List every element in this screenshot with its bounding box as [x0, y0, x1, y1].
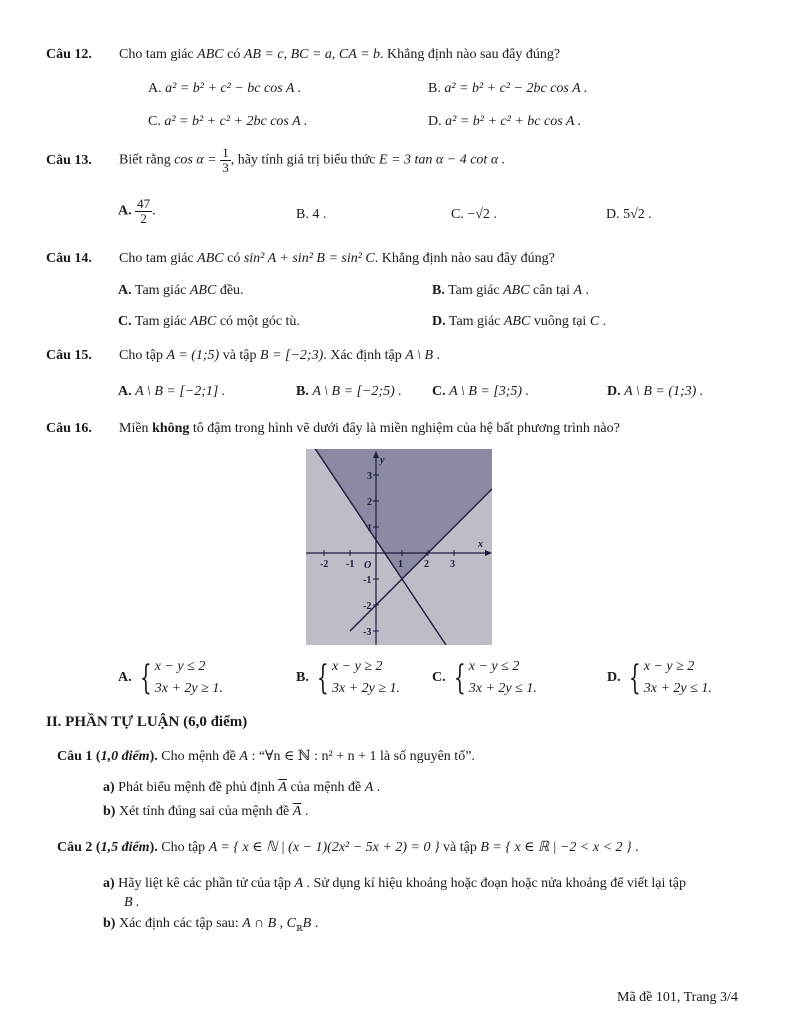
essay-q2a-label: a) — [103, 876, 115, 891]
essay-q2-label: Câu 2 ( — [57, 840, 101, 855]
option-label: C. — [432, 670, 446, 686]
system-brace: { — [453, 658, 466, 698]
q15-stem — [119, 348, 440, 364]
q16-option-d[interactable] — [607, 656, 712, 700]
x-tick-label: -2 — [320, 559, 329, 570]
y-tick-label: 1 — [367, 523, 372, 534]
q13-option-d[interactable] — [606, 207, 652, 223]
option-text: 4 . — [312, 207, 327, 222]
essay-q2a-text: Hãy liệt kê các phần tử của tập — [114, 876, 295, 891]
option-triangle: ABC — [189, 314, 217, 329]
q12-stem-text2: có — [223, 47, 244, 62]
q14-option-b[interactable] — [432, 283, 589, 299]
option-system: x − y ≤ 2 3x + 2y ≤ 1. — [468, 659, 537, 696]
option-label: C. — [451, 207, 464, 222]
q14-stem-text3: . Khẳng định nào sau đây đúng? — [374, 251, 555, 266]
y-tick-label: -2 — [363, 601, 372, 612]
option-label: A. — [118, 384, 132, 399]
q12 — [46, 47, 92, 63]
q15-difference: A \ B — [405, 348, 434, 363]
essay-q2b-end: . — [311, 916, 319, 931]
q16-stem-bold: không — [152, 421, 190, 436]
option-end: . — [582, 283, 590, 298]
essay-q2b-label: b) — [103, 916, 116, 931]
option-label: D. — [606, 207, 620, 222]
option-triangle: ABC — [503, 283, 530, 298]
q16-option-c[interactable] — [432, 656, 537, 700]
essay-q1-points: 1,0 điểm — [100, 749, 150, 764]
q13 — [46, 153, 92, 169]
essay-q2-close: ). — [149, 840, 158, 855]
essay-q1b — [103, 804, 308, 820]
q16-option-b[interactable] — [296, 656, 400, 700]
q16-label: Câu 16. — [46, 421, 92, 436]
option-text: Tam giác — [131, 314, 190, 329]
essay-q2-text: Cho tập — [157, 840, 209, 855]
q14-label: Câu 14. — [46, 251, 92, 266]
q12-equation: AB = c, BC = a, CA = b — [243, 47, 381, 62]
q12-stem — [119, 47, 560, 63]
q14-triangle: ABC — [197, 251, 224, 266]
q15-set-a: A = (1;5) — [166, 348, 220, 363]
option-text2: cân tại — [529, 283, 574, 298]
option-label: B. — [296, 670, 309, 686]
option-label: A. — [118, 283, 132, 298]
option-text: A \ B = [−2;5) . — [312, 384, 402, 399]
q12-triangle: ABC — [197, 47, 224, 62]
essay-q1b-text: Xét tính đúng sai của mệnh đề — [115, 804, 293, 819]
option-triangle: ABC — [503, 314, 531, 329]
q12-stem-text: Cho tam giác — [119, 47, 198, 62]
y-axis-label: y — [380, 455, 385, 466]
q16 — [46, 421, 92, 437]
q12-label: Câu 12. — [46, 47, 92, 62]
x-tick-label: 1 — [398, 559, 403, 570]
q14-stem — [119, 251, 555, 267]
essay-q2a-var: A — [294, 876, 304, 891]
option-text: a² = b² + c² − 2bc cos A . — [444, 81, 588, 96]
inequality-graph — [306, 449, 492, 645]
q14-option-d[interactable] — [432, 314, 606, 330]
essay-q1b-end: . — [301, 804, 309, 819]
option-text2: vuông tại — [530, 314, 590, 329]
y-tick-label: -3 — [363, 627, 372, 638]
essay-q1a-text2: của mệnh đề — [286, 780, 365, 795]
option-fraction: $\frac{47}{2}$ — [137, 196, 151, 226]
option-text: 5√2 . — [623, 207, 652, 222]
option-label: A. — [118, 670, 132, 686]
essay-q1b-negation: $\overline{A}$ — [292, 804, 302, 819]
system-brace: { — [317, 658, 330, 698]
option-point: C — [589, 314, 600, 329]
q13-cos: cos α = — [174, 152, 217, 168]
option-end: . — [599, 314, 607, 329]
essay-q2a-text2: . Sử dụng kí hiệu khoảng hoặc đoạn hoặc nửa khoảng để viết lại tập — [303, 876, 687, 891]
q13-expression: E = 3 tan α − 4 cot α . — [379, 152, 506, 168]
essay-q1a — [103, 780, 380, 796]
option-label: D. — [432, 314, 446, 329]
essay-q2a — [103, 876, 686, 892]
page-footer: Mã đề 101, Trang 3/4 — [617, 990, 738, 1005]
essay-q2b-intersection: A ∩ B — [242, 916, 277, 931]
essay-q1-label: Câu 1 ( — [57, 749, 101, 764]
q13-stem-text2: , hãy tính giá trị biểu thức — [230, 152, 380, 168]
option-label: C. — [432, 384, 446, 399]
origin-label: O — [364, 560, 372, 571]
essay-q2b — [103, 916, 318, 933]
q12-option-b[interactable] — [428, 81, 587, 97]
q13-option-b[interactable] — [296, 207, 326, 223]
q14 — [46, 251, 92, 267]
q15-stem-text2: và tập — [219, 348, 261, 363]
option-system: x − y ≥ 2 3x + 2y ≤ 1. — [643, 659, 712, 696]
essay-q1-close: ). — [149, 749, 158, 764]
x-tick-label: 3 — [450, 559, 455, 570]
option-text2: có một góc tù. — [216, 314, 300, 329]
essay-q2b-sep: , — [276, 916, 287, 931]
q12-option-d[interactable] — [428, 114, 581, 130]
option-text: A \ B = [3;5) . — [449, 384, 530, 399]
q15 — [46, 348, 92, 364]
essay-q2-set-a: A = { x ∈ ℕ | (x − 1)(2x² − 5x + 2) = 0 } — [208, 840, 440, 855]
option-text: −√2 . — [467, 207, 497, 222]
q14-option-a[interactable] — [118, 283, 244, 299]
q16-stem-text: Miền — [119, 421, 153, 436]
y-tick-label: 2 — [367, 497, 372, 508]
q15-option-d[interactable] — [607, 384, 703, 400]
option-triangle: ABC — [189, 283, 217, 298]
essay-q1-var: A — [239, 749, 248, 764]
x-tick-label: 2 — [424, 559, 429, 570]
option-label: C. — [118, 314, 132, 329]
essay-q2-end: . — [631, 840, 639, 855]
option-label: B. — [432, 283, 445, 298]
q15-stem-text: Cho tập — [119, 348, 167, 363]
y-tick-label: -1 — [363, 575, 372, 586]
q13-label: Câu 13. — [46, 153, 92, 168]
option-text: a² = b² + c² − bc cos A . — [165, 81, 302, 96]
essay-q2 — [57, 839, 639, 856]
option-label: D. — [607, 384, 621, 399]
system-brace: { — [628, 658, 641, 698]
x-tick-label: -1 — [346, 559, 355, 570]
q16-option-a[interactable] — [118, 656, 223, 700]
option-text2: đều. — [216, 283, 244, 298]
section-title: II. PHẦN TỰ LUẬN (6,0 điểm) — [46, 714, 248, 730]
option-text: A \ B = [−2;1] . — [135, 384, 226, 399]
essay-q2-set-b: B = { x ∈ ℝ | −2 < x < 2 } — [480, 840, 632, 855]
q12-option-a[interactable] — [148, 81, 301, 97]
option-text: a² = b² + c² + bc cos A . — [445, 114, 582, 129]
option-text: A \ B = (1;3) . — [624, 384, 704, 399]
essay-q2a-line2: B . — [124, 895, 140, 910]
q13-option-c[interactable] — [451, 207, 497, 223]
option-text: Tam giác — [445, 314, 504, 329]
option-label: C. — [148, 114, 161, 129]
option-system: x − y ≥ 2 3x + 2y ≥ 1. — [331, 659, 401, 696]
essay-q2-points: 1,5 điểm — [100, 840, 150, 855]
essay-q1-statement: : “∀n ∈ ℕ : n² + n + 1 là số nguyên tố”. — [247, 749, 475, 764]
q12-stem-text3: . Khẳng định nào sau đây đúng? — [380, 47, 561, 62]
essay-q1a-end: . — [373, 780, 381, 795]
q12-option-c[interactable] — [148, 114, 307, 130]
q15-option-b[interactable] — [296, 384, 402, 400]
option-label: D. — [428, 114, 442, 129]
option-label: B. — [428, 81, 441, 96]
option-label: A. — [148, 81, 162, 96]
q13-fraction: $\frac{1}{3}$ — [222, 145, 229, 175]
q14-option-c[interactable] — [118, 314, 300, 330]
q15-stem-end: . — [433, 348, 441, 363]
essay-q1b-label: b) — [103, 804, 116, 819]
essay-q2-text2: và tập — [439, 840, 481, 855]
essay-q2b-complement: C — [286, 916, 296, 931]
q14-equation: sin² A + sin² B = sin² C — [243, 251, 375, 266]
option-label: A. — [118, 203, 132, 219]
option-label: D. — [607, 670, 621, 686]
system-brace: { — [139, 658, 152, 698]
option-label: B. — [296, 207, 309, 222]
q14-stem-text2: có — [223, 251, 244, 266]
q15-option-c[interactable] — [432, 384, 529, 400]
option-label: B. — [296, 384, 309, 399]
option-system: x − y ≤ 2 3x + 2y ≥ 1. — [154, 659, 223, 696]
q13-stem — [119, 146, 505, 175]
option-text: a² = b² + c² + 2bc cos A . — [164, 114, 308, 129]
essay-q2b-complement-sub: ℝ — [296, 923, 303, 933]
essay-q1-text: Cho mệnh đề — [157, 749, 240, 764]
q16-stem — [119, 421, 620, 437]
essay-q1a-var: A — [364, 780, 374, 795]
q16-stem-text2: tô đậm trong hình vẽ dưới đây là miền nghiệm của hệ bất phương trình nào? — [189, 421, 620, 436]
essay-q2b-text: Xác định các tập sau: — [115, 916, 243, 931]
q15-set-b: B = [−2;3) — [260, 348, 324, 363]
q15-stem-text3: . Xác định tập — [323, 348, 406, 363]
essay-q1a-label: a) — [103, 780, 115, 795]
x-axis-label: x — [478, 539, 483, 550]
q15-option-a[interactable] — [118, 384, 225, 400]
q15-label: Câu 15. — [46, 348, 92, 363]
essay-q2b-complement-set: B — [302, 916, 312, 931]
q13-stem-text: Biết rằng — [119, 152, 175, 168]
essay-q1a-text: Phát biểu mệnh đề phủ định — [114, 780, 279, 795]
essay-q1 — [57, 748, 475, 765]
option-text: Tam giác — [131, 283, 190, 298]
option-text: Tam giác — [444, 283, 504, 298]
q14-stem-text: Cho tam giác — [119, 251, 198, 266]
option-point: A — [573, 283, 583, 298]
q13-option-a[interactable]: A. $\frac{47}{2}$ . — [118, 196, 156, 226]
essay-q1a-negation: $\overline{A}$ — [278, 780, 287, 795]
y-tick-label: 3 — [367, 471, 372, 482]
